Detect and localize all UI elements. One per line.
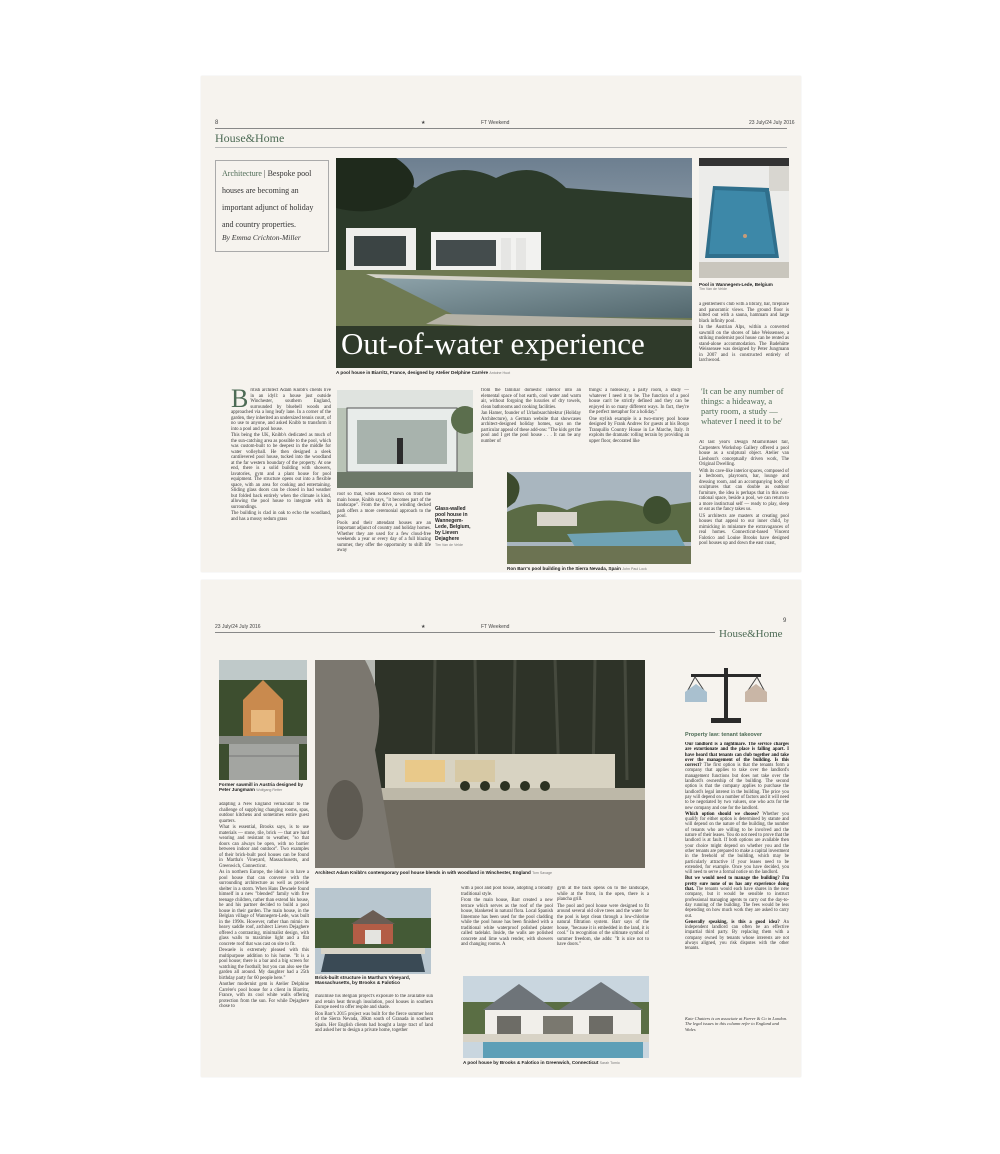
headline: Out-of-water experience [341, 326, 645, 361]
pull-quote: 'It can be any number of things: a hideaway, a party room, a study — whatever I need it to be' [701, 386, 784, 426]
main-caption-credit: Antoine Huot [489, 371, 511, 375]
body-paragraph: Jan Hamer, founder of Urlaubsarchitektur (Holiday Architecture), a German website that showcases architect-designed holiday homes, says on the particular appeal of these add-ons: "The kids get the pool and I get the pool house . . . It can be any number of [481, 411, 581, 444]
byline: By Emma Crichton-Miller [222, 233, 301, 242]
drop-cap: B [231, 388, 249, 413]
body-paragraph: Dewaele is extremely pleased with this multipurpose addition to his home. "It is a pool house; there is a bar and a big screen for watching the football; but you can also see the garden all around. My daughter had a 25th birthday party for 60 people here." [219, 948, 309, 981]
body-paragraph: What is essential, Brooks says, is to use materials — stone, tile, brick — that are hard wearing and resistant to weather, "so that doors can always be open, with no barrier between indoor and outdoor". Two examples of their brick-built pool houses can be found in Martha's Vineyard, Massachusetts, and Greenwich, Connecticut. [219, 825, 309, 869]
star-icon: ★ [421, 624, 426, 630]
winchester-caption-text: Architect Adam Knibb's contemporary pool house blends in with woodland in Winchester, England [315, 870, 531, 875]
greenwich-pool-house-photo [463, 976, 649, 1058]
body-paragraph: The building is clad in oak to echo the woodland, and has a mossy sedum grass [231, 511, 331, 522]
body-paragraph: Another modernist gem is Atelier Delphine Carrère's pool house for a client in Biarritz, France, with its cool white walls offering protection from the sun. For while Dejaghere chose to [219, 982, 309, 1009]
body-paragraph: from the familiar domestic interior into an elemental space of hot earth, cool water and warm air, without forgoing the luxuries of dry towels, clean bathrooms and cooking facilities. [481, 388, 581, 410]
scales-of-justice-illustration [681, 662, 771, 728]
section-title: House&Home [215, 131, 285, 145]
body-column-5a [699, 302, 789, 380]
sawmill-photo [219, 660, 307, 780]
body-paragraph: maximise his Belgian project's exposure to the available sun and retain heat through insulation, pool houses in southern Europe need to offer respite and shade. [315, 994, 433, 1010]
body-column-2 [337, 492, 431, 572]
body-paragraph: This being the UK, Knibb's dedicated as much of the sun-catching area as possible to the pool, which was custom-built to be deepest in the middle for water volleyball. He then designed a sleek cantilevered pool house, tucked into the woodland at the far western boundary of the property. At one end, there is a solid building with showers, lavatories, gym and a plant house for pool equipment. The structure opens out into a flexible space, with an area for cooking and entertaining. Sliding glass doors can be closed in bad weather but folded back entirely when the climate is kind, allowing the pool house to integrate with its surroundings. [231, 433, 331, 510]
law-question: But we would need to manage the building? I'm pretty sure none of us has any experience doing that. [685, 876, 789, 893]
page-number: 8 [215, 120, 219, 126]
header-rule [215, 128, 787, 129]
law-answer: An independent landlord can often be an effective impartial third party. By replacing them with a company owned by tenants whose interests are not always aligned, you risk disputes with the other tenants. [685, 919, 789, 952]
side-photo-caption [699, 282, 791, 293]
body-column-5b [699, 440, 789, 572]
sawmill-caption [219, 782, 311, 794]
body-column-2 [315, 994, 433, 1074]
body-column-1 [231, 388, 331, 572]
sawmill-caption-credit: Wolfgang Retter [256, 788, 283, 793]
marthas-vineyard-caption: Brick-built structure in Martha's Vineyard, Massachusetts, by Brooks & Falotico [315, 976, 411, 987]
standfirst: Architecture | Bespoke pool houses are becoming an important adjunct of holiday and country properties. By Emma Crichton-Miller [222, 165, 322, 243]
winchester-caption [315, 870, 645, 876]
publication-name: FT Weekend [481, 624, 510, 630]
law-answer: The first option is that the tenants form a company that applies to take over the landlord's management functions but does not take over the landlord's ownership of the building. The second option is that the company applies to purchase the landlord's legal interest in the building. The price you pay will depend on a number of factors and it will need to be negotiated by two valuers, one who acts for the new company and one for the landlord. [685, 763, 789, 811]
sierra-nevada-pool-photo [507, 472, 691, 564]
body-paragraph: As in northern Europe, the ideal is to have a pool house that can converse with the surrounding architecture as well as provide shelter in a storm. When Hans Dewaele found himself in a new "blended" family with five teenage children, rather than extend his house, he and his partner decided to build a pool house in their garden. The main house, in the Belgian village of Wannegem-Lede, was built in the 1990s. However, rather than mimic its heavy saddle roof, architect Lieven Dejaghere offered a contrasting, minimalist design, with glass walls to maximise light and a flat concrete roof that was cast on site to fit. [219, 870, 309, 947]
body-paragraph: In the Austrian Alps, within a converted sawmill on the shores of lake Weissensee, a striking modernist pool house can be rented as stand-alone accommodation. The Badehütte Weissensee was designed by Peter Jungmann in 2007 and is constructed entirely of larchwood. [699, 325, 789, 363]
sawmill-caption-text: Former sawmill in Austria designed by Peter Jungmann [219, 782, 304, 793]
side-caption-text: Pool in Wannegem-Lede, Belgium [699, 282, 773, 287]
star-icon: ★ [421, 120, 426, 126]
spain-caption-credit: John Paul Lock [622, 567, 647, 571]
header-rule [215, 632, 715, 633]
body-paragraph: adapting a New England vernacular to the challenge of supplying changing rooms, spas, outdoor kitchens and sometimes entire guest quarters. [219, 802, 309, 824]
glass-caption-text: Glass-walled pool house in Wannegem-Lede, Belgium, by Lieven Dejaghere [435, 506, 471, 542]
body-paragraph: Ron Barr's 2015 project was built for the fierce summer heat of the Sierra Nevada, 30km south of Granada in southern Spain. Her English clients had bought a large tract of land and asked her to design a private home, together [315, 1011, 433, 1033]
main-photo-caption [336, 370, 636, 376]
law-answer: The tenants would each have shares in the new company, but it would be sensible to instruct professional managing agents to carry out the day-to-day running of the building. The fees would be less depending on how much work they are asked to carry out. [685, 887, 789, 919]
section-title: House&Home [719, 628, 783, 640]
publication-name: FT Weekend [481, 120, 510, 126]
body-paragraph: ritish architect Adam Knibb's clients live in an idyll: a house just outside Winchester, southern England, surrounded by bluebell woods and approached via a long leafy lane. In a corner of the garden, they inherited an undersized tennis court, of no use to anyone, and asked Knibb to transform it into a pool and pool house. [231, 388, 331, 432]
section-rule [215, 147, 787, 148]
main-caption-text: A pool house in Biarritz, France, designed by Atelier Delphine Carrère [336, 370, 489, 375]
page-8 [201, 76, 801, 572]
body-column-3 [481, 388, 581, 468]
winchester-caption-credit: Tom Savage [532, 871, 553, 875]
issue-date: 23 July/24 July 2016 [215, 624, 261, 630]
body-column-4 [557, 886, 649, 972]
body-paragraph: roof so that, when looked down on from the main house, Knibb says, "it becomes part of the landscape". From the drive, a winding decked path offers a more ceremonial approach to the pool. [337, 492, 431, 519]
wannegem-pool-photo [699, 158, 789, 278]
body-paragraph: gym at the back opens on to the landscape, while at the front, in the open, there is a plancha grill. [557, 886, 649, 902]
body-paragraph: Pools and their attendant houses are an important adjunct of country and holiday homes. Whether they are used for a few cloud-free weekends a year or every day of a full blazing summer, they offer the opportunity to shift life away [337, 520, 431, 553]
greenwich-caption [463, 1060, 663, 1066]
page-number: 9 [783, 618, 787, 624]
winchester-pool-house-photo [315, 660, 645, 868]
body-paragraph: At last year's Design Miami/Basel fair, Carpenters Workshop Gallery offered a pool house as a sculptural object. Atelier van Lieshout's conceptually driven work, The Original Dwelling. [699, 440, 789, 467]
body-paragraph: a gentlemen's club with a library, bar, fireplace and panoramic views. The ground floor is kitted out with a sauna, hammam and large black infinity pool. [699, 302, 789, 324]
body-column-3 [461, 886, 553, 972]
glass-pool-house-photo [337, 390, 473, 488]
standfirst-text: Bespoke pool houses are becoming an important adjunct of holiday and country properties. [222, 169, 314, 229]
standfirst-label: Architecture [222, 169, 262, 178]
spain-caption-text: Ron Barr's pool building in the Sierra Nevada, Spain [507, 566, 621, 571]
body-paragraph: US architects are masters at creating pool houses that appeal to our inner child, by mimicking in miniature the extravagances of real homes. Connecticut-based Vincent Falotico and Louise Brooks have designed pool houses up and down the east coast, [699, 513, 789, 546]
side-caption-credit: Tim Van de Velde [699, 287, 727, 292]
body-paragraph: With its cave-like interior spaces, composed of a bedroom, playroom, bar, lounge and dressing room, and an accompanying body of sculptures that can double as outdoor furniture, the idea is perhaps that in this non-rational space, beside a pool, we can return to a more instinctual self — ready to play, sleep or eat as the fancy takes us. [699, 468, 789, 512]
marthas-vineyard-photo [315, 888, 431, 974]
law-column-signoff: Kate Chatters is an associate at Farrer & Co in London. The legal issues in this column refer to England and Wales [685, 1016, 788, 1032]
law-question: Our landlord is a nightmare. The service charges are extortionate and the place is falling apart. I have heard that tenants can club together and take over the management of the building. Is this correct? [685, 742, 789, 769]
body-column-1 [219, 802, 309, 1074]
body-paragraph: The pool and pool house were designed to fit around several old olive trees and the water for the pool is kept clean through a low-chlorine natural filtration system. Barr says of the house, "because it is embedded in the land, it is cool." In recognition of the ultimate symbol of summer freedom, she adds: "It is nice not to have doors." [557, 903, 649, 947]
body-paragraph: things: a hideaway, a party room, a study — whatever I need it to be. The function of a pool house can't be strictly defined and they can be enjoyed in so many different ways. In fact, they're the perfect metaphor for a holiday." [589, 388, 689, 415]
greenwich-caption-credit: Sarah Tomio [599, 1061, 620, 1065]
law-question: Generally speaking, is this a good idea? [685, 919, 780, 925]
greenwich-caption-text: A pool house by Brooks & Falotico in Greenwich, Connecticut [463, 1060, 599, 1065]
law-answer: Whether you qualify for either option is determined by statute and will depend on the nature of the building, the number of tenants who are willing to be involved and the nature of their leases. You do not need to prove that the landlord is at fault. If both options are available then your choice might depend on whether you and the other tenants are prepared to make a capital investment in the freehold of the building, which may be particularly attractive if your leases need to be extended, for example. Once you have decided, you will need to serve a formal notice on the landlord. [685, 811, 789, 876]
sierra-photo-caption [507, 566, 697, 572]
glass-photo-caption [435, 506, 475, 548]
body-paragraph: One stylish example is a two-storey pool house designed by Frank Andrew for guests at his Borgo Tranquillo Country House in Le Marche, Italy. It exploits the dramatic rolling terrain by providing an upper floor, decorated like [589, 416, 689, 444]
law-column-text [685, 742, 789, 1012]
law-column-heading: Property law: tenant takeover [685, 732, 763, 738]
law-question: Which option should we choose? [685, 811, 760, 817]
body-column-4 [589, 388, 689, 468]
glass-caption-credit: Tim Van de Velde [435, 543, 463, 547]
standfirst-box [215, 160, 329, 252]
issue-date: 23 July/24 July 2016 [749, 120, 795, 126]
page-9 [201, 580, 801, 1077]
body-paragraph: From the main house, Barr created a new terrace which serves as the roof of the pool house, blanketed in natural flora. Local Spanish limestone has been used for the pool cladding while the pool house has been finished with a traditional white waterproof polished plaster called tadelakt. Inside, the walls are polished concrete and lime wash render, with showers and changing rooms. A [461, 898, 553, 947]
body-paragraph: with a pool and pool house, adopting a broadly traditional style. [461, 886, 553, 897]
